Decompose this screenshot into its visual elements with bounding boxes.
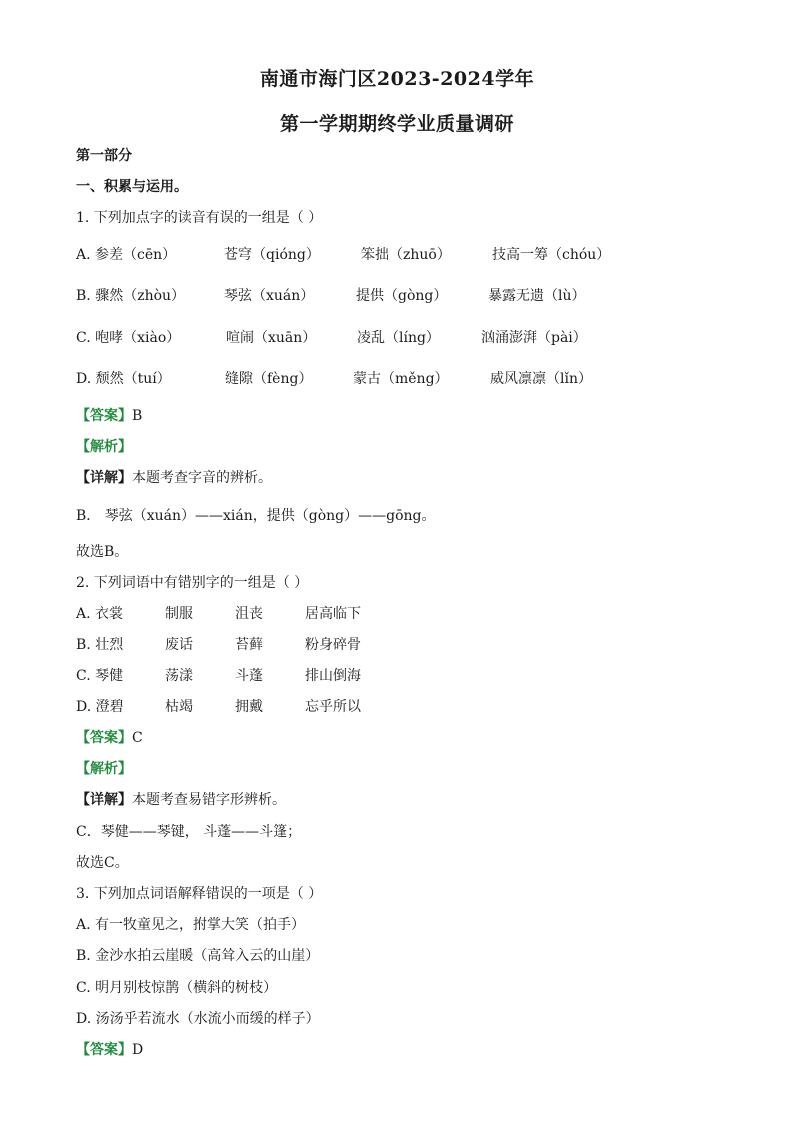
- q2-row-d-col4: 忘乎所以: [305, 699, 361, 715]
- q1-row-d-col1: D. 颓然（tuí）: [76, 371, 171, 387]
- q1-detail: [76, 469, 272, 487]
- q2-row-d-col2: 枯竭: [165, 699, 193, 715]
- q2-row-b-col4: 粉身碎骨: [305, 637, 361, 653]
- q3-option-b: B. 金沙水拍云崖暖（高耸入云的山崖）: [76, 948, 320, 964]
- q2-row-d-col3: 拥戴: [235, 699, 263, 715]
- q1-row-a-col2: 苍穹（qióng）: [224, 247, 320, 263]
- q1-explain: B． 琴弦（xuán）——xián，提供（gòng）——gōng。: [76, 508, 436, 524]
- q2-row-c-col1: C. 琴健: [76, 668, 124, 684]
- q2-row-d-col1: D. 澄碧: [76, 699, 124, 715]
- q1-stem: 1. 下列加点字的读音有误的一组是（ ）: [76, 210, 323, 226]
- q2-explain: C．琴健——琴键， 斗蓬——斗篷；: [76, 824, 302, 840]
- analysis-tag: 【解析】: [76, 761, 132, 777]
- q3-stem: 3. 下列加点词语解释错误的一项是（ ）: [76, 886, 323, 902]
- q2-answer: [76, 729, 143, 747]
- q2-row-c-col3: 斗蓬: [235, 668, 263, 684]
- q1-row-d-col4: 威风凛凛（lǐn）: [490, 371, 592, 387]
- q1-row-a-col3: 笨拙（zhuō）: [361, 247, 451, 263]
- q1-conclusion: 故选B。: [76, 544, 129, 560]
- q3-option-c: C. 明月别枝惊鹊（横斜的树枝）: [76, 980, 278, 996]
- q2-row-a-col3: 沮丧: [235, 606, 263, 622]
- answer-tag: 【答案】: [76, 408, 132, 424]
- q2-row-a-col1: A. 衣裳: [76, 606, 124, 622]
- q2-analysis-tag: [76, 760, 132, 778]
- detail-text: 本题考查易错字形辨析。: [132, 792, 286, 808]
- q2-stem: 2. 下列词语中有错别字的一组是（ ）: [76, 575, 309, 591]
- q2-row-b-col3: 苔藓: [235, 637, 263, 653]
- detail-tag: 【详解】: [76, 792, 132, 808]
- answer-value: B: [132, 408, 143, 424]
- q1-row-a-col4: 技高一筹（chóu）: [492, 247, 611, 263]
- analysis-tag: 【解析】: [76, 439, 132, 455]
- detail-tag: 【详解】: [76, 470, 132, 486]
- q2-row-b-col1: B. 壮烈: [76, 637, 124, 653]
- q3-option-d: D. 汤汤乎若流水（水流小而缓的样子）: [76, 1011, 320, 1027]
- section-heading: 一、积累与运用。: [76, 179, 188, 195]
- q1-row-a-col1: A. 参差（cēn）: [76, 247, 177, 263]
- q1-row-d-col2: 缝隙（fèng）: [225, 371, 313, 387]
- q1-row-c-col2: 喧闹（xuān）: [226, 330, 317, 346]
- answer-value: C: [132, 730, 143, 746]
- q1-row-c-col1: C. 咆哮（xiào）: [76, 330, 181, 346]
- q2-row-a-col4: 居高临下: [305, 606, 361, 622]
- q1-row-c-col3: 凌乱（líng）: [357, 330, 440, 346]
- answer-tag: 【答案】: [76, 1042, 132, 1058]
- doc-title-line1: 南通市海门区2023-2024学年: [259, 68, 535, 90]
- doc-title-line2: 第一学期期终学业质量调研: [279, 113, 514, 135]
- q2-row-c-col4: 排山倒海: [305, 668, 361, 684]
- answer-tag: 【答案】: [76, 730, 132, 746]
- q2-conclusion: 故选C。: [76, 855, 129, 871]
- q3-answer: [76, 1041, 143, 1059]
- detail-text: 本题考查字音的辨析。: [132, 470, 272, 486]
- q1-row-c-col4: 汹涌澎湃（pài）: [481, 330, 587, 346]
- q2-row-c-col2: 荡漾: [165, 668, 193, 684]
- q3-option-a: A. 有一牧童见之，拊掌大笑（拍手）: [76, 917, 306, 933]
- q1-row-b-col3: 提供（gòng）: [356, 288, 448, 304]
- q2-row-b-col2: 废话: [165, 637, 193, 653]
- q2-detail: [76, 791, 286, 809]
- q1-row-b-col2: 琴弦（xuán）: [224, 288, 315, 304]
- part-heading: 第一部分: [76, 148, 132, 164]
- q1-row-d-col3: 蒙古（měng）: [353, 371, 449, 387]
- q2-row-a-col2: 制服: [165, 606, 193, 622]
- q1-row-b-col1: B. 骤然（zhòu）: [76, 288, 186, 304]
- q1-answer: [76, 407, 142, 425]
- answer-value: D: [132, 1042, 144, 1058]
- q1-row-b-col4: 暴露无遗（lù）: [488, 288, 586, 304]
- q1-analysis-tag: [76, 438, 132, 456]
